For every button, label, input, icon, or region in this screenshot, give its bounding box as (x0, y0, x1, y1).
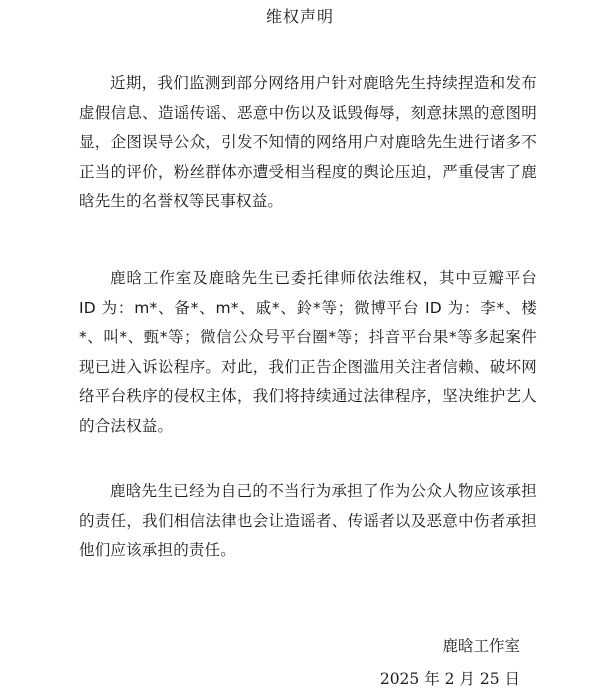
signature-organization: 鹿晗工作室 (442, 637, 520, 655)
paragraph-responsibility: 鹿晗先生已经为自己的不当行为承担了作为公众人物应该承担的责任，我们相信法律也会让造谣者、传谣者以及恶意中伤者承担他们应该承担的责任。 (79, 482, 537, 559)
signature-date: 2025 年 2 月 25 日 (379, 670, 520, 688)
paragraph-legal-action: 鹿晗工作室及鹿晗先生已委托律师依法维权，其中豆瓣平台 ID 为：m*、备*、m*、戚*、鈴*等；微博平台 ID 为：李*、楼*、叫*、甄*等；微信公众号平台圈*等；抖音平台果*等多起案件现已进入诉讼程序。对此，我们正告企图滥用关注者信赖、破坏网络平台秩序的侵权主体，我们将持续通过法律程序，坚决维护艺人的合法权益。 (79, 269, 537, 435)
paragraph-monitoring: 近期，我们监测到部分网络用户针对鹿晗先生持续捏造和发布虚假信息、造谣传谣、恶意中伤以及诋毁侮辱，刻意抹黑的意图明显，企图误导公众，引发不知情的网络用户对鹿晗先生进行诸多不正当的评价，粉丝群体亦遭受相当程度的舆论压迫，严重侵害了鹿晗先生的名誉权等民事权益。 (79, 74, 537, 210)
document-title: 维权声明 (265, 7, 334, 26)
